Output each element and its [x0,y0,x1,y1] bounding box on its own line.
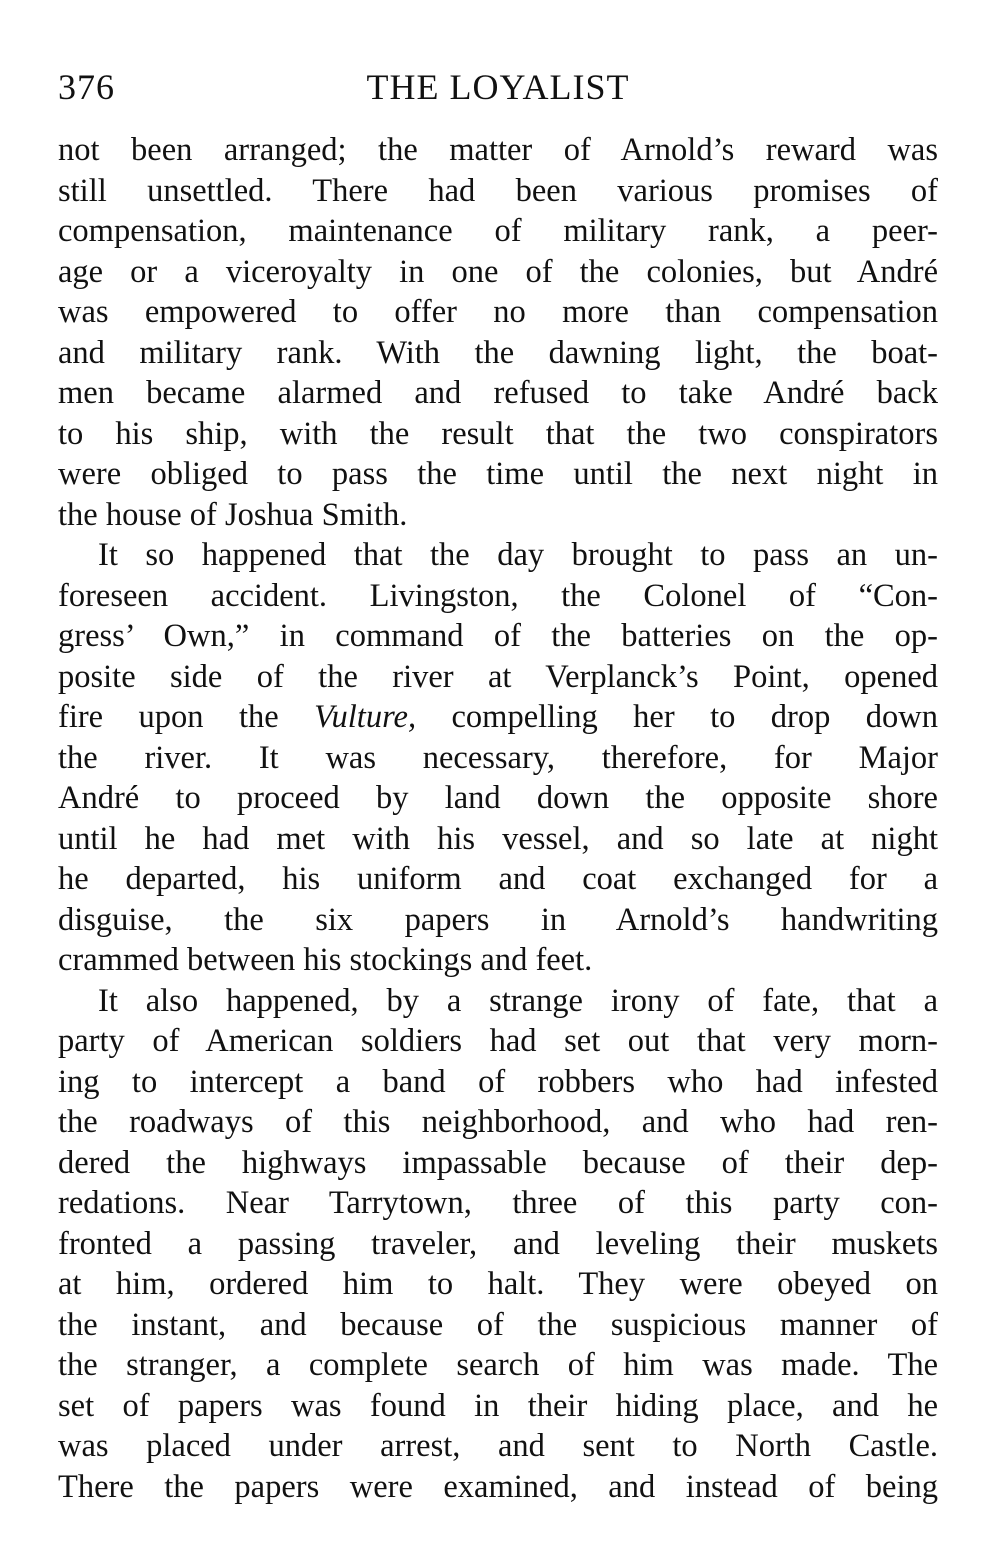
text-line: the roadways of this neighborhood, and who had ren- [58,1104,938,1140]
text-line: he departed, his uniform and coat exchanged for a [58,861,938,897]
text-line: gress’ Own,” in command of the batteries on the op- [58,618,938,654]
text-line: fronted a passing traveler, and leveling their muskets [58,1225,938,1262]
text-line: were obliged to pass the time until the next night in [58,456,938,492]
vulture-line-after: compelling her to drop down [416,699,938,735]
text-line: to his ship, with the result that the two conspirators [58,415,938,452]
text-line: disguise, the six papers in Arnold’s handwriting [58,901,938,938]
text-line: crammed between his stockings and feet. [58,942,593,978]
text-line: the stranger, a complete search of him was made. The [58,1347,938,1383]
vulture-line-before: fire upon the [58,699,315,735]
text-line: redations. Near Tarrytown, three of this party con- [58,1185,938,1221]
text-line: ing to intercept a band of robbers who had infested [58,1063,938,1100]
paragraph-start-line: It so happened that the day brought to pass an un- [98,537,938,573]
body-text [58,130,938,1507]
text-line: posite side of the river at Verplanck’s Point, opened [58,658,938,695]
text-line: until he had met with his vessel, and so late at night [58,820,938,857]
running-title: THE LOYALIST [366,67,630,107]
text-line: party of American soldiers had set out that very morn- [58,1023,938,1059]
text-line: dered the highways impassable because of their dep- [58,1144,938,1181]
ship-name-vulture: Vulture, [314,699,417,735]
text-line: the instant, and because of the suspicious manner of [58,1306,938,1343]
text-line: was empowered to offer no more than compensation [58,294,938,330]
text-line: was placed under arrest, and sent to North Castle. [58,1428,938,1464]
text-line: still unsettled. There had been various promises of [58,172,938,209]
text-line-vulture [58,697,938,738]
page-number: 376 [58,67,115,107]
text-line: the river. It was necessary, therefore, for Major [58,739,938,776]
text-line: the house of Joshua Smith. [58,496,408,533]
text-line: set of papers was found in their hiding place, and he [58,1387,938,1424]
text-line: not been arranged; the matter of Arnold’s reward was [58,132,938,168]
text-line: men became alarmed and refused to take André back [58,375,938,411]
text-line: foreseen accident. Livingston, the Colonel of “Con- [58,577,938,614]
text-line: compensation, maintenance of military rank, a peer- [58,213,938,249]
text-line: and military rank. With the dawning light, the boat- [58,334,938,371]
text-line: age or a viceroyalty in one of the colonies, but André [58,253,938,290]
paragraph-start-line: It also happened, by a strange irony of fate, that a [98,982,938,1019]
text-line: at him, ordered him to halt. They were obeyed on [58,1266,938,1302]
text-line: There the papers were examined, and instead of being [58,1468,938,1505]
running-head [58,62,938,112]
text-line: André to proceed by land down the opposite shore [58,780,938,816]
